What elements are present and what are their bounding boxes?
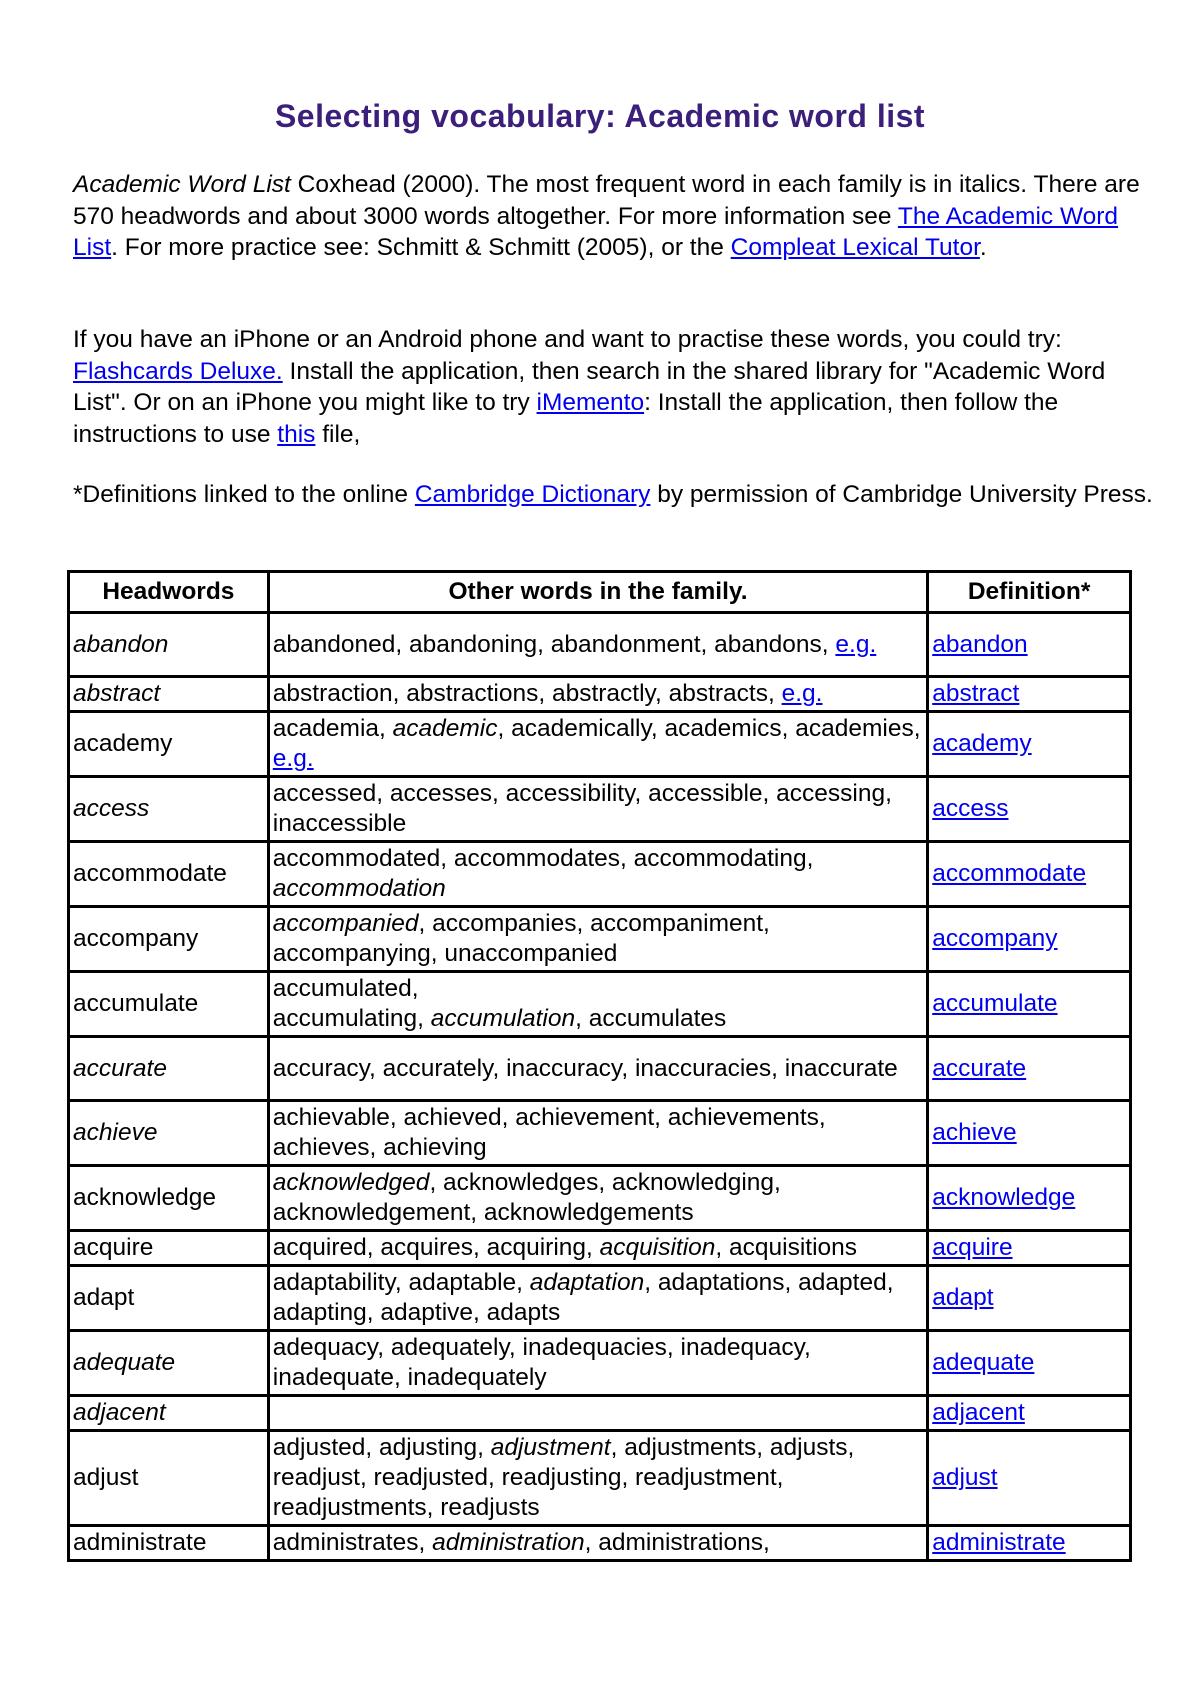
table-row: [69, 907, 1131, 972]
family-words: , adaptations, adapted, adapting, adaptive, adapts: [272, 1269, 894, 1326]
table-row: [69, 1166, 1131, 1231]
headword-cell: accurate: [69, 1037, 269, 1101]
table-row: [69, 613, 1131, 677]
family-words: abstraction, abstractions, abstractly, abstracts,: [272, 680, 782, 707]
definition-cell: [928, 1037, 1131, 1101]
family-cell: [268, 1526, 927, 1561]
table-row: [69, 1266, 1131, 1331]
example-link[interactable]: e.g.: [835, 630, 877, 658]
family-cell: [268, 907, 927, 972]
definition-link[interactable]: adjacent: [932, 1399, 1025, 1426]
family-word-italic: administration: [432, 1529, 585, 1556]
table-row: [69, 677, 1131, 712]
word-list-table: [67, 570, 1132, 1562]
definition-link[interactable]: accompany: [932, 925, 1058, 952]
family-words: , accompanies, accompaniment, accompanying, unaccompanied: [272, 910, 770, 967]
definition-cell: [928, 1396, 1131, 1431]
definition-cell: [928, 1231, 1131, 1266]
cambridge-dictionary-link[interactable]: Cambridge Dictionary: [414, 481, 651, 508]
definition-cell: [928, 777, 1131, 842]
family-words: , acknowledges, acknowledging, acknowledgement, acknowledgements: [272, 1169, 781, 1226]
page-title: Selecting vocabulary: Academic word list: [274, 98, 926, 134]
headword-cell: accommodate: [69, 842, 269, 907]
definition-link[interactable]: access: [932, 795, 1009, 822]
family-words: acquired, acquires, acquiring,: [272, 1234, 600, 1261]
headword-cell: achieve: [69, 1101, 269, 1166]
table-row: [69, 1231, 1131, 1266]
headword-cell: acquire: [69, 1231, 269, 1266]
headword-cell: access: [69, 777, 269, 842]
headword-cell: administrate: [69, 1526, 269, 1561]
family-words: administrates,: [272, 1529, 433, 1556]
definition-link[interactable]: acknowledge: [932, 1184, 1076, 1211]
family-word-italic: accommodation: [272, 875, 446, 902]
family-cell: [268, 1431, 927, 1526]
family-words: adequacy, adequately, inadequacies, inadequacy, inadequate, inadequately: [272, 1334, 811, 1391]
table-row: [69, 1396, 1131, 1431]
family-words: accuracy, accurately, inaccuracy, inaccuracies, inaccurate: [272, 1054, 898, 1082]
definition-link[interactable]: adapt: [932, 1284, 994, 1311]
table-row: [69, 712, 1131, 777]
imemento-link[interactable]: iMemento: [536, 389, 645, 416]
family-cell: [268, 1331, 927, 1396]
family-cell: [268, 1231, 927, 1266]
definition-link[interactable]: adjust: [932, 1464, 998, 1491]
intro-paragraph: [73, 169, 1153, 264]
headword-cell: abandon: [69, 613, 269, 677]
header-definition: Definition*: [928, 572, 1131, 613]
family-words: accessed, accesses, accessibility, accessible, accessing, inaccessible: [272, 780, 892, 837]
table-row: [69, 1331, 1131, 1396]
table-row: [69, 777, 1131, 842]
family-words: academia,: [272, 715, 393, 742]
definition-link[interactable]: adequate: [932, 1349, 1035, 1376]
intro-text-3: .: [979, 234, 987, 261]
family-cell: [268, 1396, 927, 1431]
definition-link[interactable]: administrate: [932, 1529, 1066, 1556]
flashcards-deluxe-link[interactable]: Flashcards Deluxe.: [73, 357, 283, 385]
headword-cell: adjust: [69, 1431, 269, 1526]
definition-cell: [928, 907, 1131, 972]
phone-text-3: : Install the application, then follow the instructions to use: [73, 389, 1059, 448]
intro-text-2: . For more practice see: Schmitt & Schmitt (2005), or the: [111, 234, 731, 261]
definition-cell: [928, 1331, 1131, 1396]
family-word-italic: academic: [392, 715, 498, 742]
definition-link[interactable]: acquire: [932, 1234, 1013, 1261]
example-link[interactable]: e.g.: [781, 680, 823, 707]
family-word-italic: adjustment: [490, 1434, 611, 1461]
awl-title-italic: Academic Word List: [73, 171, 291, 198]
headword-cell: academy: [69, 712, 269, 777]
table-row: [69, 1037, 1131, 1101]
definition-cell: [928, 1101, 1131, 1166]
lexical-tutor-link[interactable]: Compleat Lexical Tutor: [730, 234, 980, 261]
headword-cell: abstract: [69, 677, 269, 712]
awl-link[interactable]: The Academic Word List: [73, 202, 1119, 261]
headword-cell: adapt: [69, 1266, 269, 1331]
table-row: [69, 1431, 1131, 1526]
definitions-note: [73, 479, 1153, 511]
headword-cell: accompany: [69, 907, 269, 972]
family-words: accumulated,: [272, 975, 419, 1002]
headword-cell: adequate: [69, 1331, 269, 1396]
family-cell: [268, 1266, 927, 1331]
definition-link[interactable]: achieve: [932, 1119, 1017, 1146]
phone-text-1: If you have an iPhone or an Android phone and want to practise these words, you could try:: [73, 326, 1062, 353]
family-word-italic: accompanied: [272, 910, 419, 937]
family-cell: [268, 1037, 927, 1101]
phone-paragraph: [73, 324, 1153, 450]
headword-cell: acknowledge: [69, 1166, 269, 1231]
definition-cell: [928, 1431, 1131, 1526]
this-file-link[interactable]: this: [277, 420, 316, 448]
table-row: [69, 1526, 1131, 1561]
word-list-body: [69, 613, 1131, 1561]
family-cell: [268, 712, 927, 777]
family-words: , adjustments, adjusts, readjust, readjusted, readjusting, readjustment, readjustments, readjusts: [272, 1434, 855, 1521]
family-words: , accumulates: [575, 1005, 727, 1032]
definition-cell: [928, 842, 1131, 907]
table-row: [69, 842, 1131, 907]
family-word-italic: adaptation: [529, 1269, 645, 1296]
headword-cell: accumulate: [69, 972, 269, 1037]
example-link[interactable]: e.g.: [272, 745, 314, 772]
family-cell: [268, 613, 927, 677]
definition-cell: [928, 972, 1131, 1037]
definition-cell: [928, 677, 1131, 712]
intro-text-1: Coxhead (2000). The most frequent word in each family is in italics. There are 570 headwords and about 3000 words altogether. For more information see: [73, 171, 1140, 230]
definition-cell: [928, 712, 1131, 777]
definition-link[interactable]: accurate: [932, 1054, 1027, 1082]
definition-cell: [928, 613, 1131, 677]
family-words: adjusted, adjusting,: [272, 1434, 491, 1461]
family-words: abandoned, abandoning, abandonment, abandons,: [272, 630, 836, 658]
phone-text-4: file,: [315, 420, 361, 448]
family-cell: [268, 677, 927, 712]
definition-link[interactable]: accumulate: [932, 990, 1058, 1017]
family-cell: [268, 842, 927, 907]
family-words: , administrations,: [584, 1529, 770, 1556]
family-cell: [268, 1166, 927, 1231]
headword-cell: adjacent: [69, 1396, 269, 1431]
phone-text-2: Install the application, then search in the shared library for "Academic Word List". Or on an iPhone you might like to try: [73, 357, 1106, 416]
header-family: Other words in the family.: [268, 572, 927, 613]
family-word-italic: acknowledged: [272, 1169, 430, 1196]
note-text-1: *Definitions linked to the online: [73, 481, 415, 508]
family-cell: [268, 1101, 927, 1166]
family-word-italic: acquisition: [599, 1234, 716, 1261]
family-words: , academically, academics, academies,: [497, 715, 921, 742]
definition-cell: [928, 1166, 1131, 1231]
definition-link[interactable]: accommodate: [932, 860, 1087, 887]
table-row: [69, 1101, 1131, 1166]
family-words: , acquisitions: [715, 1234, 858, 1261]
family-words: accommodated, accommodates, accommodating,: [272, 845, 814, 872]
family-cell: [268, 972, 927, 1037]
table-row: [69, 972, 1131, 1037]
header-headwords: Headwords: [69, 572, 269, 613]
definition-link[interactable]: abstract: [932, 680, 1020, 707]
family-cell: [268, 777, 927, 842]
family-word-italic: accumulation: [430, 1005, 576, 1032]
definition-cell: [928, 1526, 1131, 1561]
family-words: adaptability, adaptable,: [272, 1269, 530, 1296]
family-words: accumulating,: [272, 1005, 431, 1032]
table-header-row: [69, 572, 1131, 613]
note-text-2: by permission of Cambridge University Press.: [650, 481, 1153, 508]
definition-cell: [928, 1266, 1131, 1331]
family-words: achievable, achieved, achievement, achievements, achieves, achieving: [272, 1104, 826, 1161]
definition-link[interactable]: abandon: [932, 630, 1028, 658]
definition-link[interactable]: academy: [932, 730, 1032, 757]
